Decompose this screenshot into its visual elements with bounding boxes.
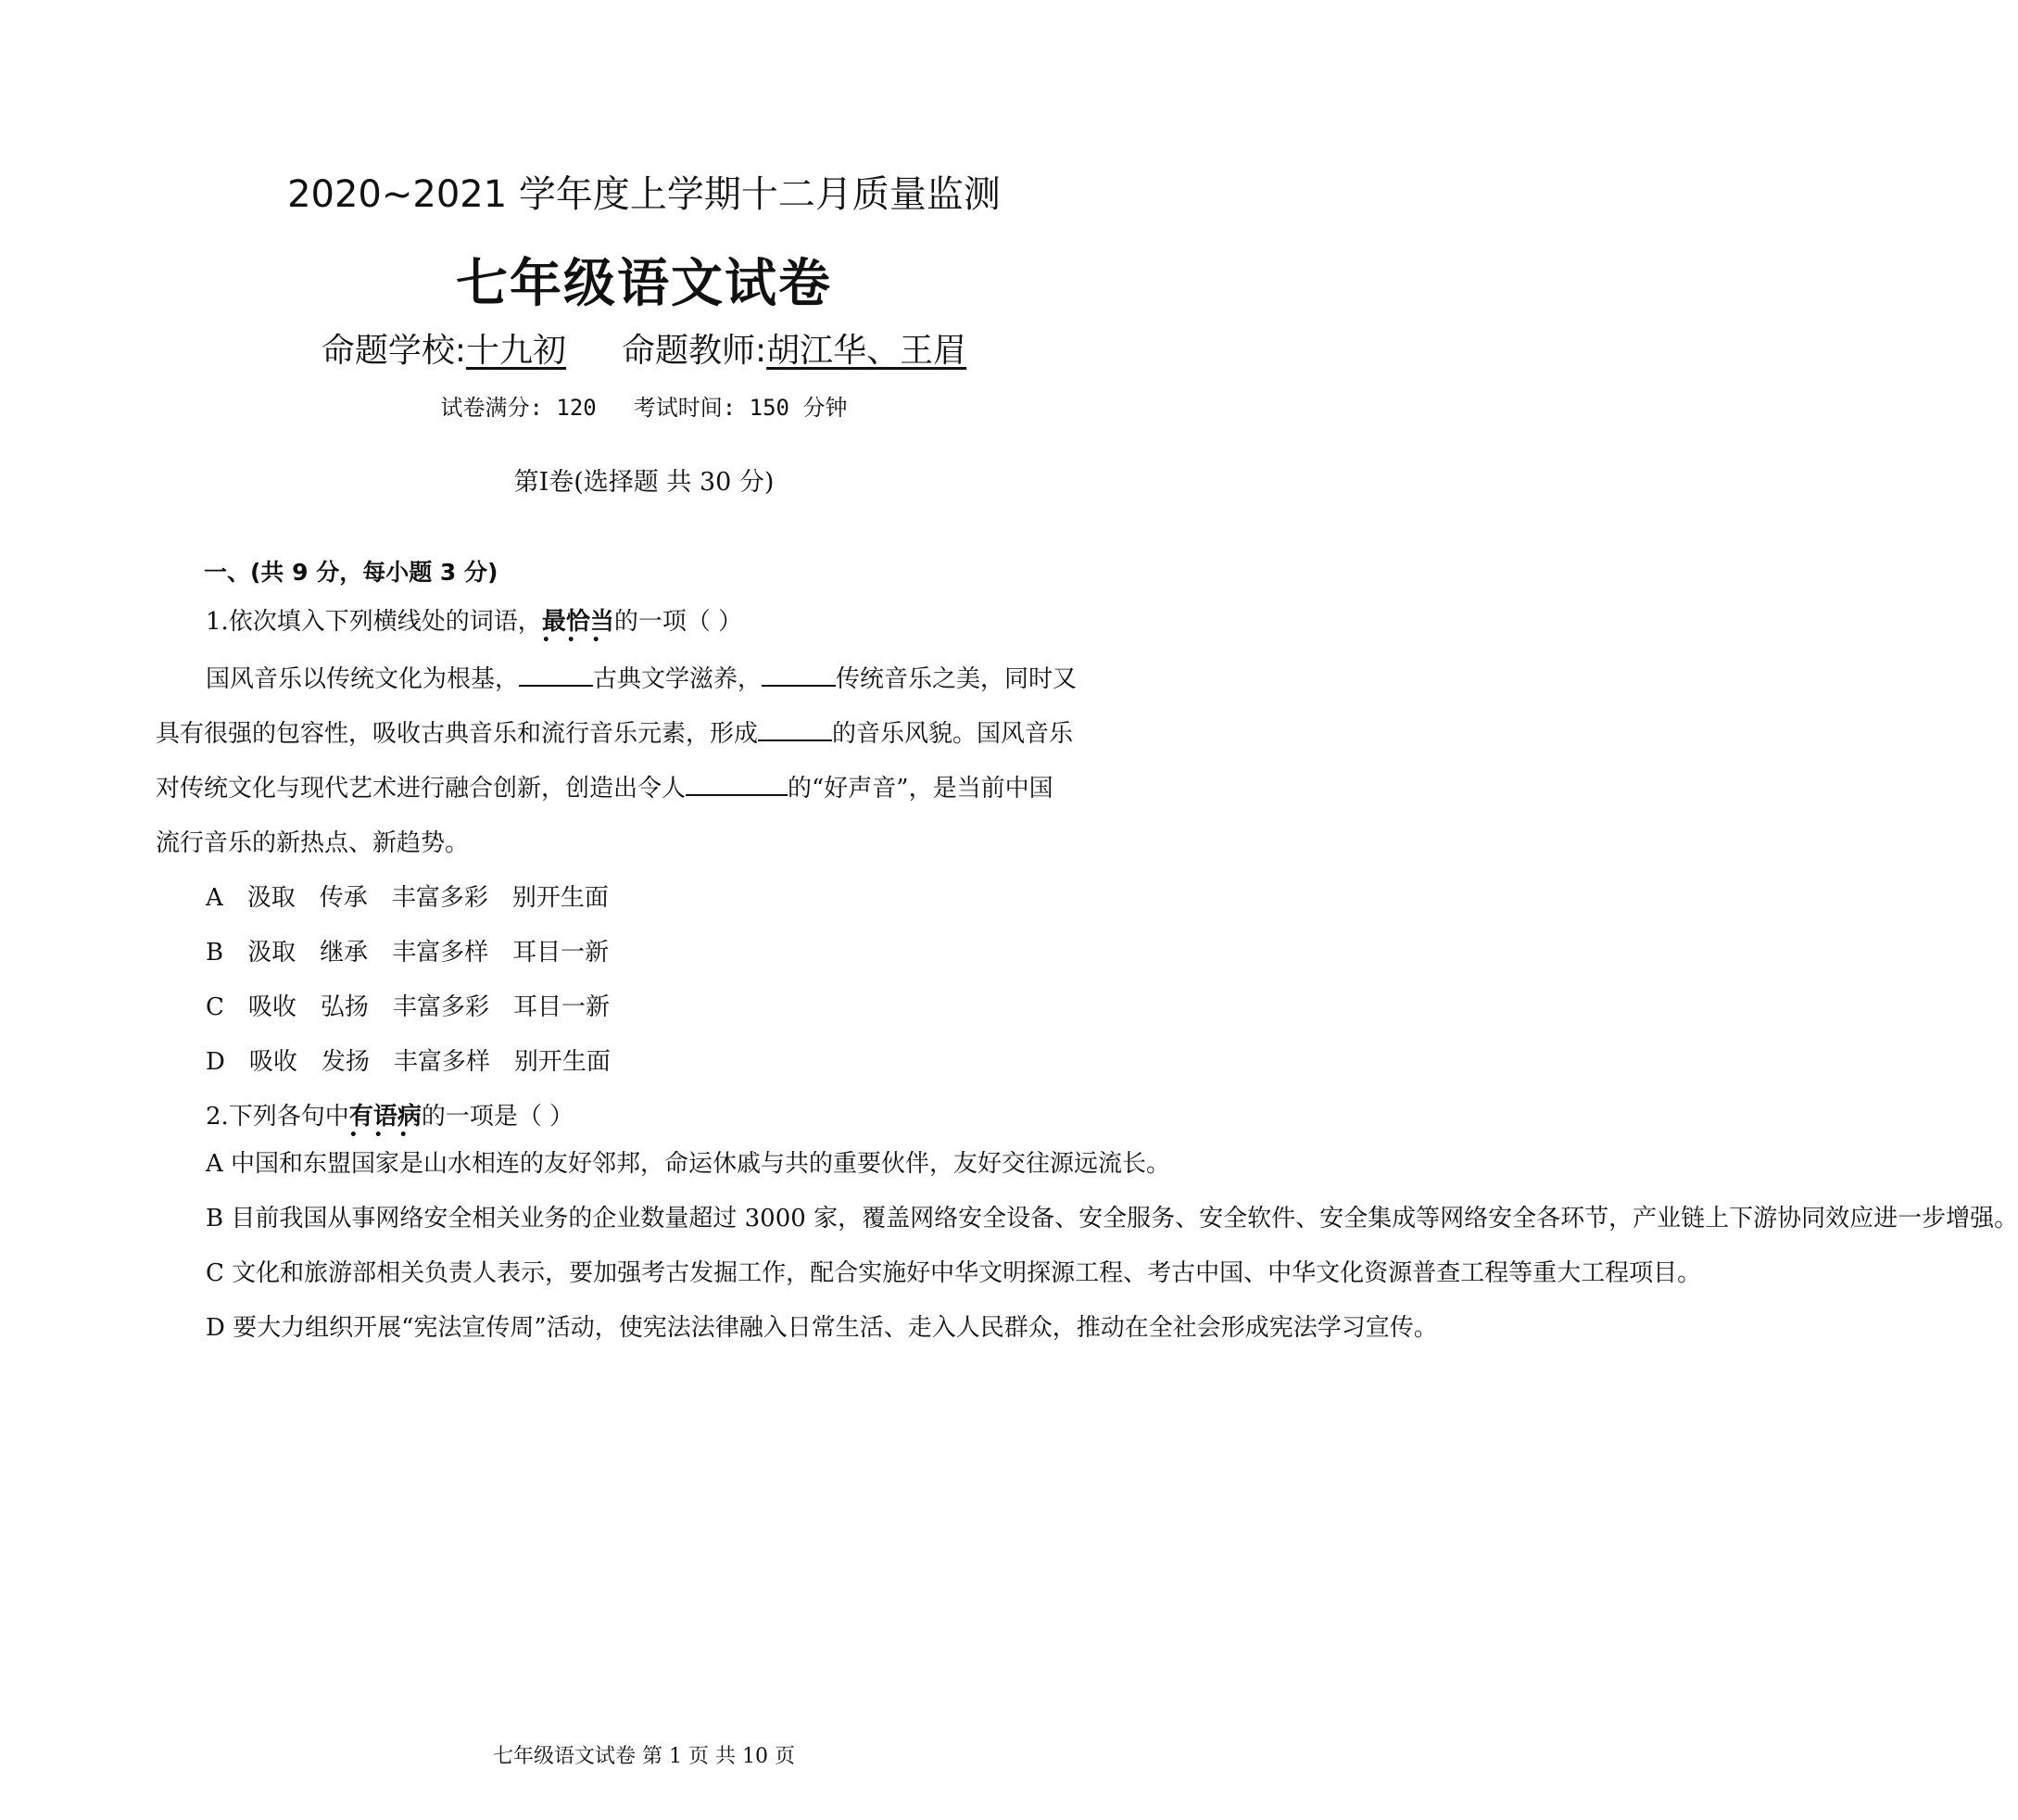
exam-time: 考试时间: 150 分钟 [633, 395, 848, 421]
teacher-names: 胡江华、王眉 [766, 332, 967, 370]
section-title: 一、(共 9 分，每小题 3 分) [204, 559, 498, 586]
question-2-option-d: D 要大力组织开展“宪法宣传周”活动，使宪法法律融入日常生活、走入人民群众，推动在全社会形成宪法学习宣传。 [206, 1314, 1438, 1342]
exam-title-line2: 七年级语文试卷 [456, 254, 832, 314]
exam-author-info [0, 324, 1288, 372]
question-2-option-b: B 目前我国从事网络安全相关业务的企业数量超过 3000 家，覆盖网络安全设备、安全服务、安全软件、安全集成等网络安全各环节，产业链上下游协同效应进一步增强。 [206, 1205, 2018, 1232]
full-score: 试卷满分: 120 [440, 395, 597, 421]
passage-line-1: 国风音乐以传统文化为根基， 古典文学滋养， 传统音乐之美，同时又 [206, 665, 1078, 693]
option-a: A 汲取 传承 丰富多彩 别开生面 [206, 884, 609, 912]
fill-blank-1 [519, 664, 593, 687]
option-b: B 汲取 继承 丰富多样 耳目一新 [206, 939, 610, 967]
exam-score-time [0, 389, 1288, 422]
part-title: 第Ⅰ卷(选择题 共 30 分) [513, 468, 775, 497]
emphasis-text: 最恰当 ••• [541, 608, 617, 648]
passage-line-2: 具有很强的包容性，吸收古典音乐和流行音乐元素，形成 的音乐风貌。国风音乐 [156, 720, 1074, 748]
option-block [156, 1137, 2018, 1356]
fill-blank-4 [686, 774, 788, 796]
passage-line-4: 流行音乐的新热点、新趋势。 [156, 829, 470, 857]
option-c: C 吸收 弘扬 丰富多彩 耳目一新 [206, 993, 610, 1021]
page-footer: 七年级语文试卷 第 1 页 共 10 页 [493, 1745, 795, 1768]
teacher-label: 命题教师: [622, 332, 767, 370]
school-label: 命题学校: [321, 332, 466, 370]
option-d: D 吸收 发扬 丰富多样 别开生面 [206, 1048, 611, 1076]
emphasis-text: 有语病 ••• [348, 1103, 424, 1143]
question-2-stem: 2.下列各句中有语病 ••• 的一项是（ ） [206, 1103, 574, 1143]
passage-line-3: 对传统文化与现代艺术进行融合创新，创造出令人 的“好声音”，是当前中国 [156, 775, 1053, 803]
exam-title-line1: 2020~2021 学年度上学期十二月质量监测 [287, 173, 1001, 216]
fill-blank-2 [762, 664, 836, 687]
question-2-option-a: A 中国和东盟国家是山水相连的友好邻邦，命运休戚与共的重要伙伴，友好交往源远流长。 [206, 1150, 1171, 1178]
question-2-option-c: C 文化和旅游部相关负责人表示，要加强考古发掘工作，配合实施好中华文明探源工程、考古中国、中华文化资源普查工程等重大工程项目。 [206, 1259, 1702, 1287]
question-1-stem: 1.依次填入下列横线处的词语，最恰当 ••• 的一项（ ） [206, 608, 743, 648]
fill-blank-3 [758, 719, 832, 741]
school-name: 十九初 [465, 332, 566, 370]
